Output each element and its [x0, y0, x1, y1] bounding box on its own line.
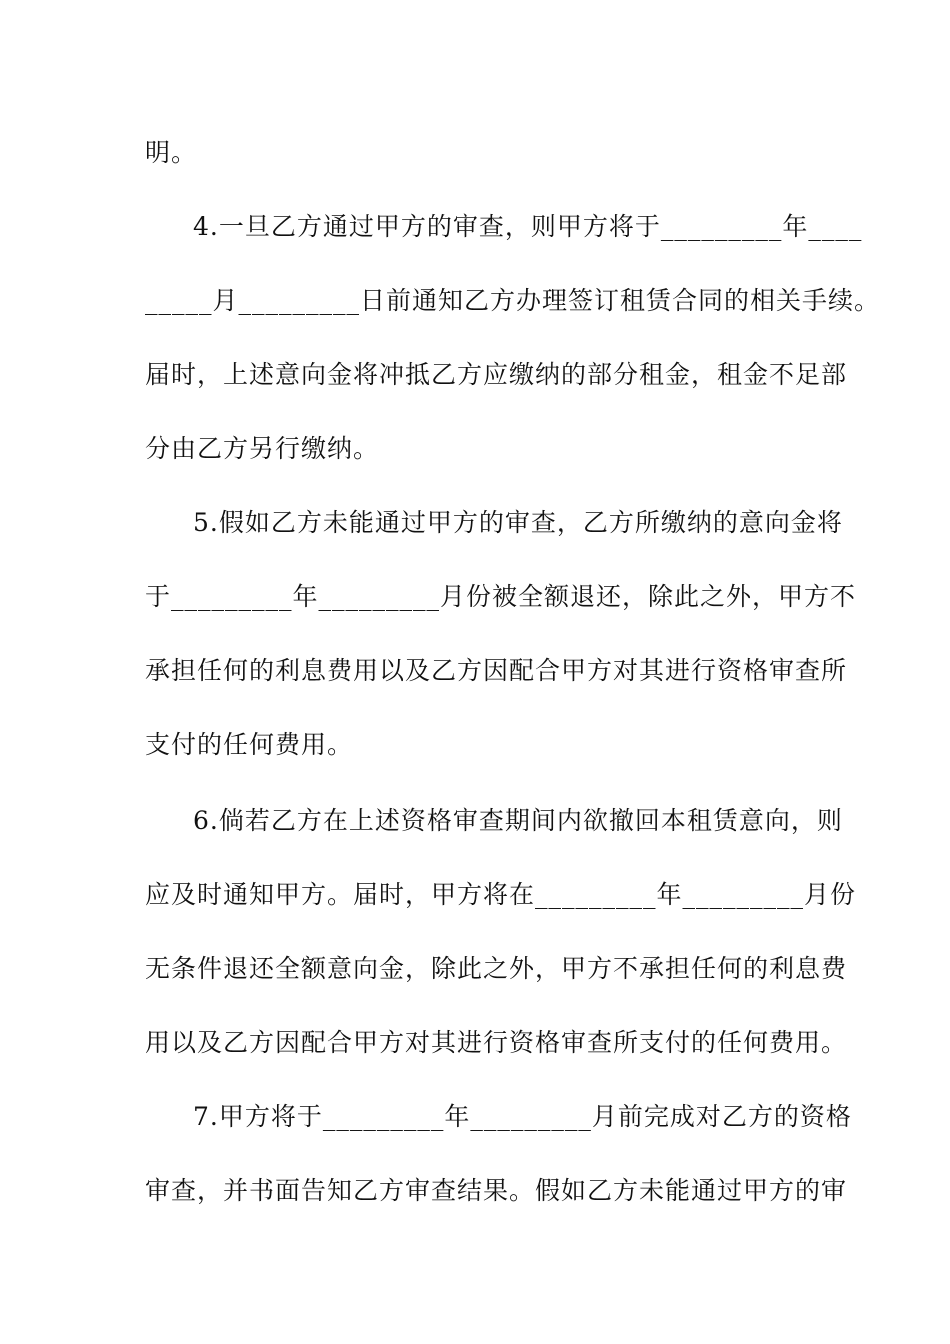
- text-line: 届时，上述意向金将冲抵乙方应缴纳的部分租金，租金不足部: [145, 360, 848, 389]
- clause-6-line: 6.倘若乙方在上述资格审查期间内欲撤回本租赁意向，则: [193, 806, 843, 835]
- text-line: 承担任何的利息费用以及乙方因配合甲方对其进行资格审查所: [145, 656, 848, 685]
- text-line: 明。: [145, 138, 198, 167]
- text-line: 审查，并书面告知乙方审查结果。假如乙方未能通过甲方的审: [145, 1176, 848, 1205]
- clause-5-line: 5.假如乙方未能通过甲方的审查，乙方所缴纳的意向金将: [193, 508, 843, 537]
- text-line: 用以及乙方因配合甲方对其进行资格审查所支付的任何费用。: [145, 1028, 848, 1057]
- text-line: _____月_________日前通知乙方办理签订租赁合同的相关手续。: [145, 286, 881, 315]
- text-line: 于_________年_________月份被全额退还，除此之外，甲方不: [145, 582, 857, 611]
- text-line: 支付的任何费用。: [145, 730, 354, 759]
- clause-4-line: 4.一旦乙方通过甲方的审查，则甲方将于_________年____: [193, 212, 863, 241]
- clause-7-line: 7.甲方将于_________年_________月前完成对乙方的资格: [193, 1102, 852, 1131]
- text-line: 分由乙方另行缴纳。: [145, 434, 380, 463]
- text-line: 无条件退还全额意向金，除此之外，甲方不承担任何的利息费: [145, 954, 848, 983]
- text-line: 应及时通知甲方。届时，甲方将在_________年_________月份: [145, 880, 857, 909]
